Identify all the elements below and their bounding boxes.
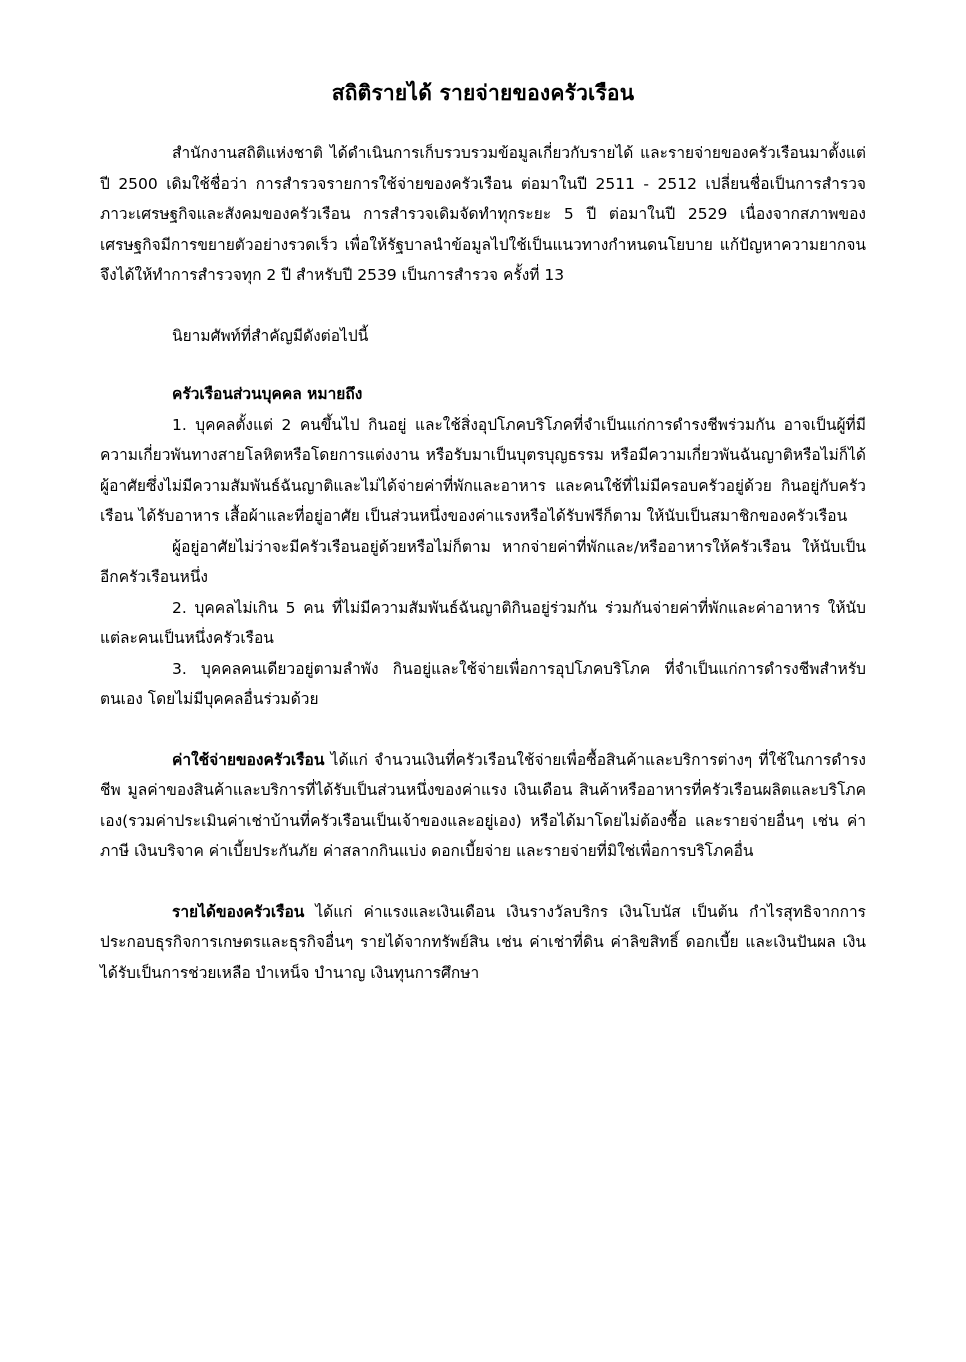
intro-paragraph: สำนักงานสถิติแห่งชาติ ได้ดำเนินการเก็บรวบรวมข้อมูลเกี่ยวกับรายได้ และรายจ่ายของครัวเรือนมาตั้งแต่ปี 2500 เดิมใช้ชื่อว่า การสำรวจรายการใช้จ่ายของครัวเรือน ต่อมาในปี 2511 - 2512 เปลี่ยนชื่อเป็นการสำรวจภาวะเศรษฐกิจและสังคมของครัวเรือน การสำรวจเดิมจัดทำทุกระยะ 5 ปี ต่อมาในปี 2529 เนื่องจากสภาพของเศรษฐกิจมีการขยายตัวอย่างรวดเร็ว เพื่อให้รัฐบาลนำข้อมูลไปใช้เป็นแนวทางกำหนดนโยบาย แก้ปัญหาความยากจน จึงได้ให้ทำการสำรวจทุก 2 ปี สำหรับปี 2539 เป็นการสำรวจ ครั้งที่ 13 bbox=[100, 144, 866, 284]
household-item-1: 1. บุคคลตั้งแต่ 2 คนขึ้นไป กินอยู่ และใช้สิ่งอุปโภคบริโภคที่จำเป็นแก่การดำรงชีพร่วมกัน อาจเป็นผู้ที่มีความเกี่ยวพันทางสายโลหิตหรือโดยการแต่งงาน หรือรับมาเป็นบุตรบุญธรรม หรือมีความเกี่ยวพันฉันญาติหรือไม่ก็ได้ผู้อาศัยซึ่งไม่มีความสัมพันธ์ฉันญาติและไม่ได้จ่ายค่าที่พักและอาหาร และคนใช้ที่ไม่มีครอบครัวอยู่ด้วย กินอยู่กับครัวเรือน ได้รับอาหาร เสื้อผ้าและที่อยู่อาศัย เป็นส่วนหนึ่งของค่าแรงหรือได้รับฟรีก็ตาม ให้นับเป็นสมาชิกของครัวเรือน bbox=[100, 415, 866, 525]
income-paragraph bbox=[100, 897, 866, 989]
household-heading: ครัวเรือนส่วนบุคคล หมายถึง bbox=[172, 385, 363, 403]
income-term: รายได้ของครัวเรือน bbox=[172, 902, 305, 921]
definitions-intro: นิยามศัพท์ที่สำคัญมีดังต่อไปนี้ bbox=[172, 326, 369, 345]
income-definition: ได้แก่ ค่าแรงและเงินเดือน เงินรางวัลบริกร เงินโบนัส เป็นต้น กำไรสุทธิจากการประกอบธุรกิจการเกษตรและธุรกิจอื่นๆ รายได้จากทรัพย์สิน เช่น ค่าเช่าที่ดิน ค่าลิขสิทธิ์ ดอกเบี้ย และเงินปันผล เงินได้รับเป็นการช่วยเหลือ บำเหน็จ บำนาญ เงินทุนการศึกษา bbox=[100, 902, 866, 982]
expenditure-term: ค่าใช้จ่ายของครัวเรือน bbox=[172, 750, 325, 769]
expenditure-paragraph bbox=[100, 745, 866, 867]
household-item-2: 2. บุคคลไม่เกิน 5 คน ที่ไม่มีความสัมพันธ์ฉันญาติกินอยู่ร่วมกัน ร่วมกันจ่ายค่าที่พักและค่าอาหาร ให้นับแต่ละคนเป็นหนึ่งครัวเรือน bbox=[100, 598, 866, 647]
expenditure-definition: ได้แก่ จำนวนเงินที่ครัวเรือนใช้จ่ายเพื่อซื้อสินค้าและบริการต่างๆ ที่ใช้ในการดำรงชีพ มูลค่าของสินค้าและบริการที่ได้รับเป็นส่วนหนึ่งของค่าแรง เงินเดือน สินค้าหรืออาหารที่ครัวเรือนผลิตและบริโภคเอง(รวมค่าประเมินค่าเช่าบ้านที่ครัวเรือนเป็นเจ้าของและอยู่เอง) หรือได้มาโดยไม่ต้องซื้อ และรายจ่ายอื่นๆ เช่น ค่าภาษี เงินบริจาค ค่าเบี้ยประกันภัย ค่าสลากกินแบ่ง ดอกเบี้ยจ่าย และรายจ่ายที่มิใช่เพื่อการบริโภคอื่น bbox=[100, 750, 866, 860]
household-item-3: 3. บุคคลคนเดียวอยู่ตามลำพัง กินอยู่และใช้จ่ายเพื่อการอุปโภคบริโภค ที่จำเป็นแก่การดำรงชีพสำหรับตนเอง โดยไม่มีบุคคลอื่นร่วมด้วย bbox=[100, 659, 866, 708]
document-title: สถิติรายได้ รายจ่ายของครัวเรือน bbox=[331, 81, 635, 105]
household-lodger-note: ผู้อยู่อาศัยไม่ว่าจะมีครัวเรือนอยู่ด้วยหรือไม่ก็ตาม หากจ่ายค่าที่พักและ/หรืออาหารให้ครัวเรือน ให้นับเป็นอีกครัวเรือนหนึ่ง bbox=[100, 537, 866, 586]
